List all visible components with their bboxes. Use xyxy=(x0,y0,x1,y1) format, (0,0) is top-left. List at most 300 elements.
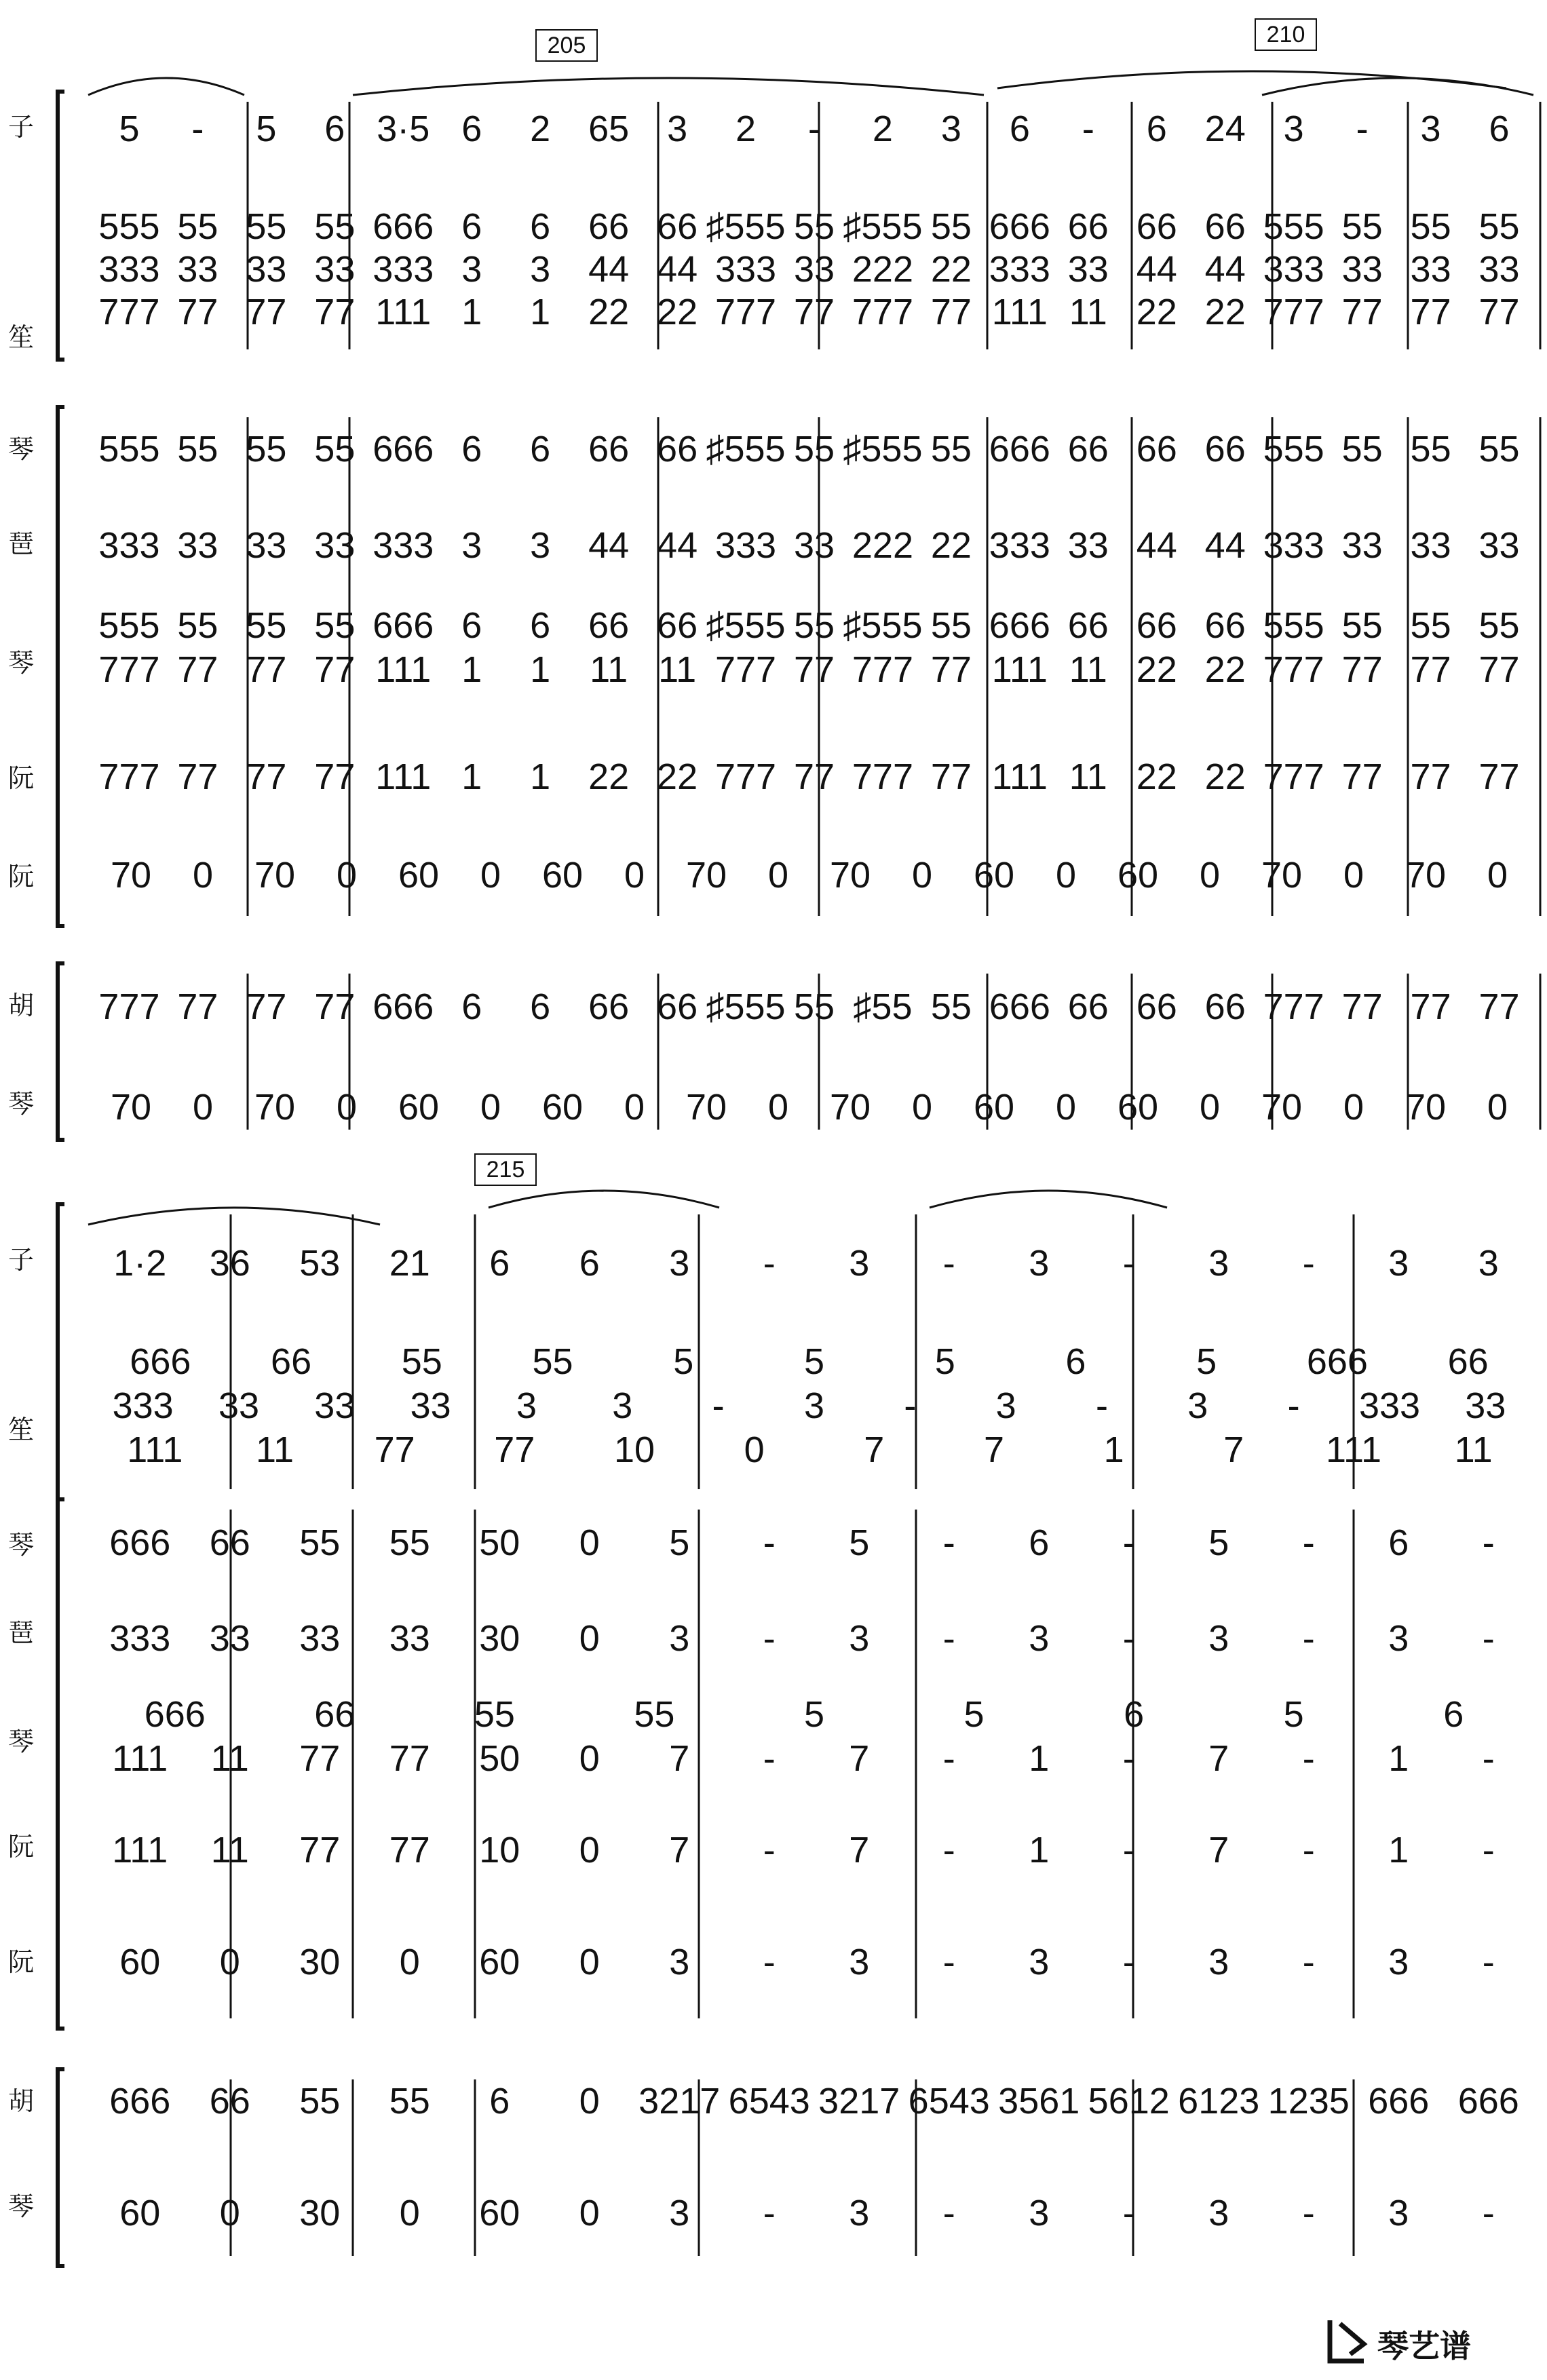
note-token: - xyxy=(1302,1830,1315,1870)
note-token: 0 xyxy=(219,2193,240,2233)
instrument-label: 胡 xyxy=(8,2086,35,2116)
note-token: 77 xyxy=(1410,986,1451,1027)
note-token: 55 xyxy=(177,206,218,247)
barlines xyxy=(231,102,1540,2256)
note-token: 5612 xyxy=(1088,2081,1170,2122)
note-token: 66 xyxy=(1204,206,1246,247)
note-token: 0 xyxy=(1199,855,1221,896)
instrument-label: 子 xyxy=(8,112,35,142)
note-token: 60 xyxy=(398,1087,440,1128)
note-token: 0 xyxy=(1487,1087,1508,1128)
note-token: 777 xyxy=(98,649,160,690)
note-token: 333 xyxy=(989,525,1050,566)
note-token: 33 xyxy=(218,1385,260,1426)
note-token: 66 xyxy=(1447,1341,1489,1382)
note-token: 77 xyxy=(177,756,218,797)
note-token: 666 xyxy=(989,206,1050,247)
note-token: 3 xyxy=(1208,2193,1229,2233)
note-token: - xyxy=(1122,1830,1135,1870)
note-token: 66 xyxy=(1204,986,1246,1027)
note-token: 77 xyxy=(793,649,835,690)
note-token: 777 xyxy=(1263,986,1324,1027)
note-token: 1·2 xyxy=(113,1243,167,1284)
note-token: 3 xyxy=(1208,1618,1229,1659)
note-token: 666 xyxy=(373,206,434,247)
note-token: 7 xyxy=(669,1830,690,1870)
note-token: - xyxy=(1122,1942,1135,1982)
note-token: 22 xyxy=(1204,292,1246,332)
note-token: 1 xyxy=(1103,1429,1124,1470)
note-token: 666 xyxy=(1368,2081,1430,2122)
instrument-label: 琴 xyxy=(8,1530,35,1560)
note-token: 77 xyxy=(177,292,218,332)
note-token: 66 xyxy=(1067,986,1109,1027)
note-token: 6123 xyxy=(1178,2081,1260,2122)
note-token: 77 xyxy=(246,649,287,690)
note-token: 33 xyxy=(299,1618,341,1659)
note-token: 66 xyxy=(657,605,698,646)
note-token: - xyxy=(1482,1618,1495,1659)
note-token: 6 xyxy=(1124,1694,1145,1735)
note-token: 3 xyxy=(1029,1618,1050,1659)
note-token: 33 xyxy=(793,249,835,290)
note-token: 6 xyxy=(1029,1522,1050,1563)
note-token: ♯555 xyxy=(706,206,786,247)
note-token: 3 xyxy=(803,1385,825,1426)
note-token: ♯555 xyxy=(843,429,923,469)
note-token: - xyxy=(1482,2193,1495,2233)
note-token: 77 xyxy=(1341,756,1383,797)
note-token: 11 xyxy=(590,649,628,690)
note-token: 77 xyxy=(1341,649,1383,690)
note-token: 5 xyxy=(803,1341,825,1382)
note-token: 0 xyxy=(911,855,933,896)
note-token: 1235 xyxy=(1267,2081,1350,2122)
note-token: 55 xyxy=(299,1522,341,1563)
note-token: 333 xyxy=(98,525,160,566)
note-token: 33 xyxy=(793,525,835,566)
note-token: 0 xyxy=(744,1429,765,1470)
note-token: 70 xyxy=(1405,1087,1447,1128)
note-token: - xyxy=(942,1830,955,1870)
note-token: 55 xyxy=(1341,206,1383,247)
note-token: 0 xyxy=(336,855,358,896)
note-token: - xyxy=(1122,1618,1135,1659)
note-token: 66 xyxy=(588,206,630,247)
note-token: 3 xyxy=(461,525,482,566)
note-token: 0 xyxy=(336,1087,358,1128)
note-token: 55 xyxy=(1478,429,1520,469)
note-token: 65 xyxy=(588,109,630,149)
note-token: 666 xyxy=(109,1522,171,1563)
bracket xyxy=(58,1204,64,1499)
note-token: ♯555 xyxy=(706,986,786,1027)
instrument-label: 琴 xyxy=(8,1089,35,1119)
note-token: 3217 xyxy=(818,2081,900,2122)
note-token: 55 xyxy=(246,605,287,646)
note-token: 77 xyxy=(930,756,972,797)
note-token: 33 xyxy=(389,1618,430,1659)
note-token: 7 xyxy=(1208,1738,1229,1779)
note-token: 77 xyxy=(1410,292,1451,332)
note-token: 6 xyxy=(530,986,551,1027)
note-token: 77 xyxy=(930,649,972,690)
note-token: 66 xyxy=(1204,429,1246,469)
note-token: 55 xyxy=(930,605,972,646)
note-token: 33 xyxy=(177,525,218,566)
note-token: 22 xyxy=(1204,649,1246,690)
note-token: 777 xyxy=(1263,649,1324,690)
note-token: 1 xyxy=(1029,1830,1050,1870)
note-token: 6 xyxy=(530,429,551,469)
note-token: 666 xyxy=(144,1694,206,1735)
note-token: 60 xyxy=(541,1087,584,1128)
note-token: 2 xyxy=(872,109,893,149)
note-token: 333 xyxy=(112,1385,174,1426)
note-token: 21 xyxy=(389,1243,430,1284)
note-token: 3 xyxy=(849,1618,870,1659)
note-token: 33 xyxy=(1341,249,1383,290)
note-token: 3 xyxy=(1208,1243,1229,1284)
note-token: - xyxy=(1356,109,1369,149)
note-token: 22 xyxy=(657,292,698,332)
note-token: 55 xyxy=(1410,605,1451,646)
note-token: 6 xyxy=(530,206,551,247)
note-token: 22 xyxy=(1136,649,1177,690)
note-token: 5 xyxy=(1196,1341,1217,1382)
note-token: 55 xyxy=(793,605,835,646)
note-token: 66 xyxy=(1136,986,1177,1027)
note-token: 5 xyxy=(803,1694,825,1735)
note-token: - xyxy=(763,1522,776,1563)
note-token: 2 xyxy=(530,109,551,149)
note-token: 44 xyxy=(657,249,698,290)
note-token: 77 xyxy=(246,292,287,332)
slur xyxy=(930,1191,1167,1208)
note-token: 33 xyxy=(314,249,356,290)
note-token: 66 xyxy=(657,429,698,469)
note-token: 7 xyxy=(669,1738,690,1779)
note-token: 55 xyxy=(401,1341,442,1382)
note-token: 55 xyxy=(1341,605,1383,646)
note-token: 33 xyxy=(1410,249,1451,290)
note-token: 77 xyxy=(299,1830,341,1870)
note-token: 66 xyxy=(1067,605,1109,646)
note-token: 77 xyxy=(793,756,835,797)
note-token: 0 xyxy=(767,855,789,896)
note-token: - xyxy=(942,1738,955,1779)
note-token: 111 xyxy=(112,1738,168,1779)
note-token: 66 xyxy=(657,986,698,1027)
note-token: - xyxy=(1287,1385,1300,1426)
note-token: - xyxy=(942,1942,955,1982)
note-token: 0 xyxy=(624,855,645,896)
note-token: 3 xyxy=(669,1243,690,1284)
note-token: 70 xyxy=(110,855,152,896)
note-token: 3 xyxy=(669,1618,690,1659)
note-token: 111 xyxy=(991,292,1048,332)
note-token: 55 xyxy=(634,1694,675,1735)
note-token: 6 xyxy=(1146,109,1167,149)
measure-number: 215 xyxy=(486,1157,525,1183)
note-token: 111 xyxy=(375,756,432,797)
note-token: 5 xyxy=(119,109,140,149)
note-token: 66 xyxy=(209,2081,250,2122)
note-token: 33 xyxy=(1341,525,1383,566)
note-token: 111 xyxy=(127,1429,183,1470)
note-token: - xyxy=(1122,1243,1135,1284)
instrument-label: 阮 xyxy=(8,1832,35,1862)
note-token: 33 xyxy=(209,1618,250,1659)
note-token: 66 xyxy=(209,1522,250,1563)
note-token: 55 xyxy=(793,206,835,247)
note-token: 55 xyxy=(1341,429,1383,469)
note-token: - xyxy=(763,2193,776,2233)
instrument-labels xyxy=(8,112,34,2221)
note-token: 36 xyxy=(209,1243,250,1284)
note-token: 555 xyxy=(1263,429,1324,469)
note-token: 11 xyxy=(1069,292,1107,332)
note-token: 33 xyxy=(410,1385,451,1426)
note-token: 666 xyxy=(1306,1341,1368,1382)
note-token: 3 xyxy=(516,1385,537,1426)
note-token: 0 xyxy=(579,1738,600,1779)
note-token: 333 xyxy=(1263,249,1324,290)
note-token: 111 xyxy=(375,649,432,690)
note-token: 6 xyxy=(1065,1341,1086,1382)
note-token: 77 xyxy=(793,292,835,332)
note-token: 77 xyxy=(314,649,356,690)
note-token: 3 xyxy=(1283,109,1304,149)
note-token: 44 xyxy=(588,249,630,290)
instrument-label: 阮 xyxy=(8,862,35,891)
note-token: 3 xyxy=(530,525,551,566)
note-token: 70 xyxy=(254,855,296,896)
note-token: 6 xyxy=(1009,109,1030,149)
note-token: 1 xyxy=(1388,1738,1409,1779)
note-token: 0 xyxy=(579,1618,600,1659)
instrument-label: 子 xyxy=(8,1245,35,1275)
note-token: 55 xyxy=(1478,605,1520,646)
note-token: 60 xyxy=(119,1942,161,1982)
note-token: 7 xyxy=(1208,1830,1229,1870)
note-token: 53 xyxy=(299,1243,341,1284)
note-token: 666 xyxy=(989,429,1050,469)
note-token: 0 xyxy=(579,1942,600,1982)
note-token: 3 xyxy=(1388,2193,1409,2233)
note-token: 555 xyxy=(98,605,160,646)
note-token: 77 xyxy=(246,756,287,797)
note-token: 77 xyxy=(314,292,356,332)
note-token: - xyxy=(1482,1942,1495,1982)
note-token: 66 xyxy=(588,429,630,469)
note-token: 66 xyxy=(1136,429,1177,469)
note-token: 777 xyxy=(98,986,160,1027)
note-token: 70 xyxy=(1261,1087,1303,1128)
note-token: 0 xyxy=(1487,855,1508,896)
note-token: 77 xyxy=(1478,649,1520,690)
note-token: 30 xyxy=(299,2193,341,2233)
note-token: 111 xyxy=(1325,1429,1382,1470)
note-token: 3 xyxy=(612,1385,633,1426)
note-token: 0 xyxy=(219,1942,240,1982)
note-token: 777 xyxy=(852,649,914,690)
note-token: 333 xyxy=(714,249,777,290)
note-token: 6 xyxy=(489,1243,510,1284)
note-token: 66 xyxy=(588,986,630,1027)
note-token: 33 xyxy=(177,249,218,290)
note-token: 66 xyxy=(1067,206,1109,247)
instrument-label: 琴 xyxy=(8,1727,35,1757)
note-token: ♯555 xyxy=(706,429,786,469)
note-token: 2 xyxy=(736,109,757,149)
note-token: ♯555 xyxy=(843,206,923,247)
note-token: - xyxy=(763,1618,776,1659)
note-token: 66 xyxy=(1136,206,1177,247)
note-token: 0 xyxy=(911,1087,933,1128)
note-token: 66 xyxy=(1204,605,1246,646)
note-token: 33 xyxy=(314,525,356,566)
note-token: - xyxy=(763,1243,776,1284)
note-token: 0 xyxy=(1055,1087,1077,1128)
instrument-label: 胡 xyxy=(8,991,35,1020)
note-token: 55 xyxy=(299,2081,341,2122)
note-token: 3 xyxy=(669,2193,690,2233)
note-token: 333 xyxy=(98,249,160,290)
note-token: 5 xyxy=(669,1522,690,1563)
note-rows xyxy=(88,71,1533,2233)
note-token: 3 xyxy=(461,249,482,290)
bracket xyxy=(58,963,64,1140)
note-token: 24 xyxy=(1204,109,1246,149)
note-token: 666 xyxy=(130,1341,191,1382)
slur xyxy=(88,1208,380,1225)
note-token: 0 xyxy=(1343,855,1364,896)
note-token: 44 xyxy=(1136,249,1177,290)
bracket xyxy=(58,92,64,360)
note-token: - xyxy=(942,2193,955,2233)
note-token: 6 xyxy=(324,109,345,149)
note-token: 777 xyxy=(98,756,160,797)
note-token: 666 xyxy=(373,986,434,1027)
note-token: 777 xyxy=(714,292,777,332)
note-token: 60 xyxy=(479,2193,520,2233)
note-token: 22 xyxy=(930,249,972,290)
note-token: 777 xyxy=(852,292,914,332)
note-token: 6 xyxy=(530,605,551,646)
note-token: - xyxy=(1302,1738,1315,1779)
music-logo-icon xyxy=(1330,2320,1364,2361)
note-token: 1 xyxy=(461,756,482,797)
note-token: 55 xyxy=(1478,206,1520,247)
note-token: 11 xyxy=(1454,1429,1493,1470)
note-token: 6543 xyxy=(908,2081,990,2122)
note-token: 666 xyxy=(373,429,434,469)
note-token: 6 xyxy=(579,1243,600,1284)
note-token: 70 xyxy=(685,855,727,896)
note-token: 1 xyxy=(461,292,482,332)
note-token: 3 xyxy=(995,1385,1016,1426)
note-token: 11 xyxy=(1069,649,1107,690)
note-token: 55 xyxy=(246,206,287,247)
logo-text: 琴艺谱 xyxy=(1377,2328,1471,2364)
note-token: 6 xyxy=(461,986,482,1027)
note-token: 6 xyxy=(461,109,482,149)
note-token: 55 xyxy=(389,1522,430,1563)
note-token: 0 xyxy=(579,2081,600,2122)
note-token: 3 xyxy=(1388,1942,1409,1982)
note-token: 1 xyxy=(530,756,551,797)
note-token: 3 xyxy=(1388,1618,1409,1659)
note-token: 6 xyxy=(1388,1522,1409,1563)
note-token: 6 xyxy=(461,206,482,247)
note-token: - xyxy=(904,1385,917,1426)
note-token: 111 xyxy=(991,649,1048,690)
note-token: ♯55 xyxy=(853,986,913,1027)
note-token: 33 xyxy=(1478,525,1520,566)
note-token: 777 xyxy=(852,756,914,797)
note-token: 66 xyxy=(1136,605,1177,646)
note-token: 77 xyxy=(930,292,972,332)
note-token: - xyxy=(1302,1243,1315,1284)
note-token: 55 xyxy=(177,429,218,469)
note-token: 55 xyxy=(1410,206,1451,247)
note-token: 0 xyxy=(579,1522,600,1563)
note-token: 666 xyxy=(1457,2081,1519,2122)
note-token: 666 xyxy=(373,605,434,646)
note-token: 33 xyxy=(1410,525,1451,566)
note-token: 22 xyxy=(588,292,630,332)
note-token: 0 xyxy=(767,1087,789,1128)
note-token: 333 xyxy=(1358,1385,1421,1426)
note-token: 44 xyxy=(1204,249,1246,290)
note-token: 3 xyxy=(1187,1385,1208,1426)
note-token: 3 xyxy=(1420,109,1441,149)
note-token: 60 xyxy=(973,855,1015,896)
note-token: 3 xyxy=(669,1942,690,1982)
note-token: - xyxy=(1122,1738,1135,1779)
note-token: 77 xyxy=(246,986,287,1027)
note-token: 55 xyxy=(314,206,356,247)
note-token: 77 xyxy=(1478,756,1520,797)
note-token: 111 xyxy=(112,1830,168,1870)
note-token: 7 xyxy=(849,1830,870,1870)
instrument-label: 阮 xyxy=(8,763,35,793)
bracket xyxy=(58,1499,64,2029)
note-token: 33 xyxy=(1478,249,1520,290)
note-token: - xyxy=(1096,1385,1108,1426)
note-token: 555 xyxy=(98,206,160,247)
note-token: ♯555 xyxy=(706,605,786,646)
note-token: 70 xyxy=(1405,855,1447,896)
note-token: 1 xyxy=(1388,1830,1409,1870)
note-token: 11 xyxy=(210,1830,249,1870)
note-token: 3 xyxy=(1029,2193,1050,2233)
note-token: 55 xyxy=(930,986,972,1027)
note-token: 3 xyxy=(1478,1243,1499,1284)
note-token: 1 xyxy=(530,292,551,332)
note-token: 66 xyxy=(657,206,698,247)
note-token: 111 xyxy=(375,292,432,332)
note-token: 3 xyxy=(849,1243,870,1284)
note-token: 77 xyxy=(314,756,356,797)
note-token: 6 xyxy=(461,605,482,646)
note-token: 10 xyxy=(479,1830,520,1870)
note-token: 60 xyxy=(398,855,440,896)
note-token: 70 xyxy=(685,1087,727,1128)
note-token: 5 xyxy=(1283,1694,1304,1735)
note-token: 33 xyxy=(1067,525,1109,566)
